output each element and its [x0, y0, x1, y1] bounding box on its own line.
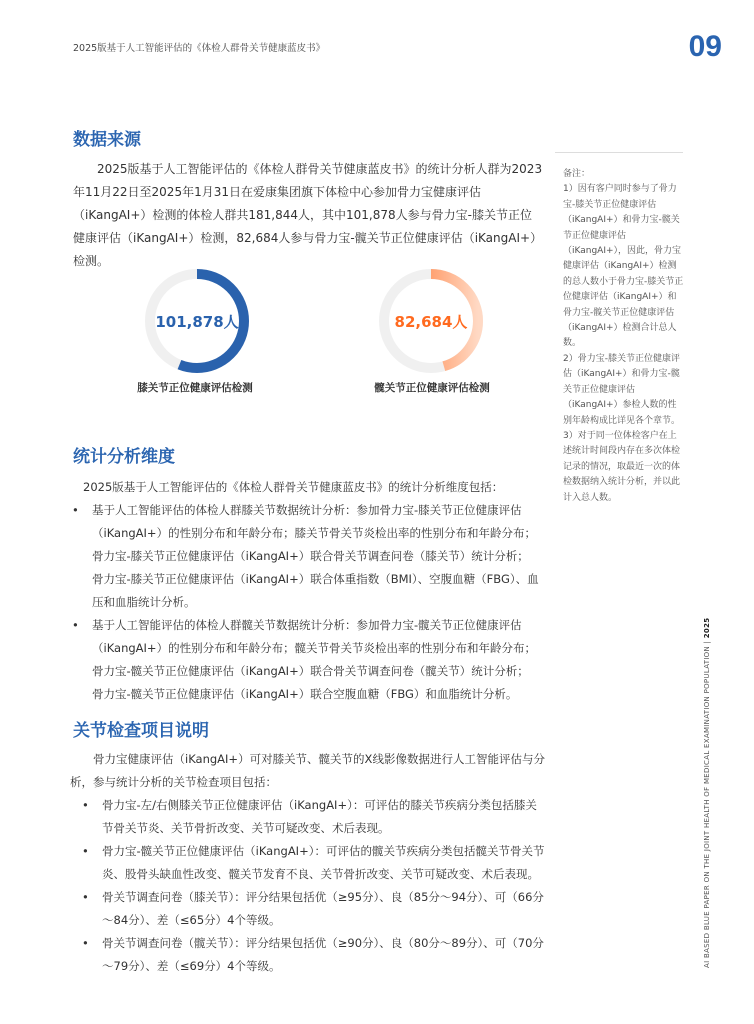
section-title-dimensions: 统计分析维度: [73, 447, 175, 467]
side-banner-divider: |: [703, 640, 711, 644]
joint-items-block: [70, 748, 545, 978]
data-source-paragraph: 2025版基于人工智能评估的《体检人群骨关节健康蓝皮书》的统计分析人群为2023年11月22日至2025年1月31日在爱康集团旗下体检中心参加骨力宝健康评估（iKangAI+）检测的体检人群共181,844人，其中101,878人参与骨力宝-膝关节正位健康评估（iKangAI+）检测，82,684人参与骨力宝-髋关节正位健康评估（iKangAI+）检测。: [73, 162, 543, 268]
note-item: 2）骨力宝-膝关节正位健康评估（iKangAI+）和骨力宝-髋关节正位健康评估（iKangAI+）参检人数的性别年龄构成比详见各个章节。: [563, 353, 681, 426]
list-item: • 骨关节调查问卷（髋关节）：评分结果包括优（≥90分）、良（80分～89分）、可（70分～79分）、差（≤69分）4个等级。: [70, 932, 545, 978]
header-title: 2025版基于人工智能评估的《体检人群骨关节健康蓝皮书》: [73, 43, 326, 54]
list-item: • 骨力宝-髋关节正位健康评估（iKangAI+）：可评估的髋关节疾病分类包括髋关节骨关节炎、股骨头缺血性改变、髋关节发育不良、关节骨折改变、关节可疑改变、术后表现。: [70, 840, 545, 886]
side-banner-year: 2025: [703, 617, 711, 639]
dimensions-intro: 2025版基于人工智能评估的《体检人群骨关节健康蓝皮书》的统计分析维度包括：: [83, 480, 504, 494]
joint-items-intro: 骨力宝健康评估（iKangAI+）可对膝关节、髋关节的X线影像数据进行人工智能评估与分析，参与统计分析的关节检查项目包括：: [70, 752, 545, 789]
page-number: 09: [688, 30, 722, 63]
note-divider: [555, 152, 683, 153]
list-item: • 骨力宝-左/右侧膝关节正位健康评估（iKangAI+）：可评估的膝关节疾病分类包括膝关节骨关节炎、关节骨折改变、关节可疑改变、术后表现。: [70, 794, 545, 840]
side-banner-text: AI BASED BLUE PAPER ON THE JOINT HEALTH OF MEDICAL EXAMINATION POPULATION: [703, 645, 711, 968]
hip-count: 82,684人: [394, 313, 468, 331]
list-item: • 基于人工智能评估的体检人群髋关节数据统计分析：参加骨力宝-髋关节正位健康评估（iKangAI+）的性别分布和年龄分布；髋关节骨关节炎检出率的性别分布和年龄分布；骨力宝-髋关节正位健康评估（iKangAI+）联合骨关节调查问卷（髋关节）统计分析；骨力宝-髋关节正位健康评估（iKangAI+）联合空腹血糖（FBG）和血脂统计分析。: [60, 614, 540, 706]
note-item: 3）对于同一位体检客户在上述统计时间段内存在多次体检记录的情况，取最近一次的体检数据纳入统计分析，并以此计入总人数。: [563, 430, 681, 503]
note-item: 1）因有客户同时参与了骨力宝-膝关节正位健康评估（iKangAI+）和骨力宝-髋关节正位健康评估（iKangAI+），因此，骨力宝健康评估（iKangAI+）检测的总人数小于骨力宝-膝关节正位健康评估（iKangAI+）和骨力宝-髋关节正位健康评估（iKangAI+）检测合计总人数。: [563, 184, 684, 349]
hip-label: 髋关节正位健康评估检测: [374, 382, 490, 394]
list-item: • 骨关节调查问卷（膝关节）：评分结果包括优（≥95分）、良（85分～94分）、可（66分～84分）、差（≤65分）4个等级。: [70, 886, 545, 932]
note-title: 备注：: [563, 169, 591, 179]
list-item: • 基于人工智能评估的体检人群膝关节数据统计分析：参加骨力宝-膝关节正位健康评估（iKangAI+）的性别分布和年龄分布；膝关节骨关节炎检出率的性别分布和年龄分布；骨力宝-膝关节正位健康评估（iKangAI+）联合骨关节调查问卷（膝关节）统计分析；骨力宝-膝关节正位健康评估（iKangAI+）联合体重指数（BMI）、空腹血糖（FBG）、血压和血脂统计分析。: [60, 499, 540, 614]
knee-count: 101,878人: [155, 313, 239, 331]
side-banner: [703, 618, 711, 968]
dimensions-block: [60, 476, 540, 706]
section-title-joint-items: 关节检查项目说明: [73, 721, 209, 741]
section-title-data-source: 数据来源: [73, 130, 141, 150]
side-note: [563, 167, 685, 506]
knee-label: 膝关节正位健康评估检测: [137, 382, 253, 394]
